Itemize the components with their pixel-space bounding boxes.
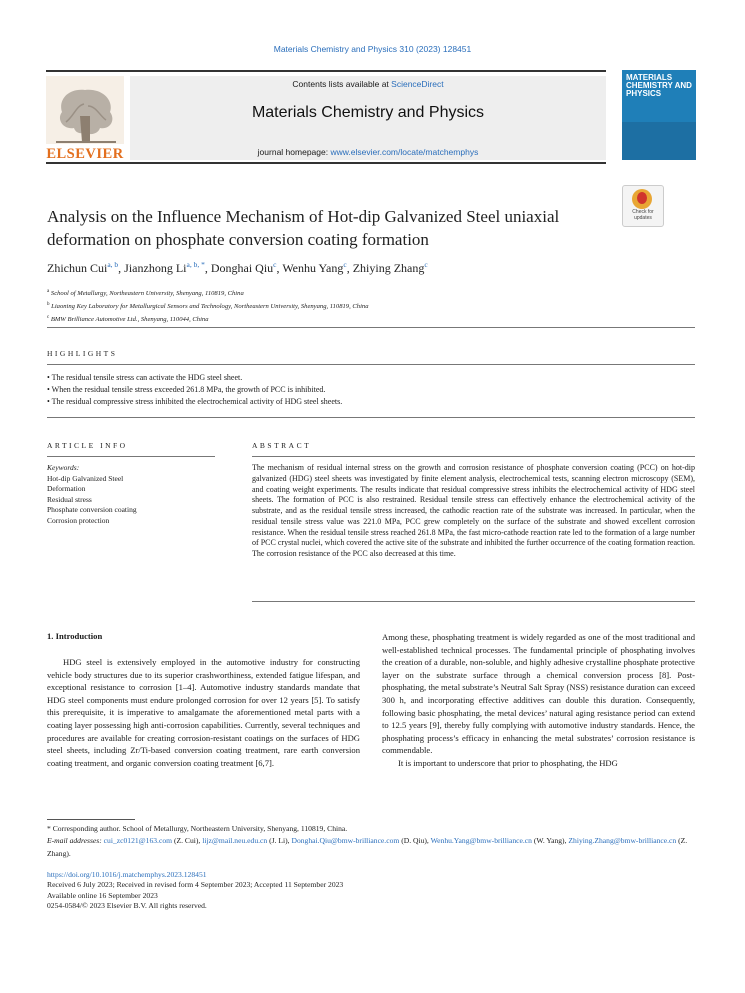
check-updates-icon-inner	[637, 192, 647, 204]
abstract-heading: ABSTRACT	[252, 441, 312, 450]
keyword-item: Deformation	[47, 484, 86, 494]
check-updates-label: Check for updates	[632, 209, 654, 221]
affiliation-item: $^c$ BMW Brilliance Automotive Ltd., Shenyang, 110044, China	[47, 315, 209, 324]
email-link[interactable]: lijz@mail.neu.edu.cn	[202, 836, 268, 846]
abstract-text: The mechanism of residual internal stress on the growth and corrosion resistance of phosphate conversion coating (PCC) on hot-dip galvanized (HDG) steel sheets was investigated by finite element analysis, electrochemical tests, scanning electron microscopy (SEM), and coating weight experiments. The results indicate that residual compressive stress inhibits the electrochemical activity of HDG steel sheets. The formation of PCC is also restrained. Residual tensile stress can effectively enhance the electrochemical activity of the substrate, and as the residual tensile stress increased, the cathodic reaction rate of the substrate was increased. In particular, when the residual tensile stress value was 221.0 MPa, PCC grew completely on the surface of the substrate and showed excellent corrosion resistance. When the residual tensile stress reached 261.8 MPa, the fast micro-cathode reaction rate led to the formation of a large number of PCC crystal nuclei, which covered the active site of the substrate and inhibited the further occurrence of the coating formation reaction. The corrosion resistance of the PCC also decreased at this time.	[252, 463, 695, 558]
section-divider	[252, 601, 695, 602]
body-paragraph: It is important to underscore that prior to phosphating, the HDG	[398, 757, 618, 768]
corresponding-author-note: * Corresponding author. School of Metallurgy, Northeastern University, Shenyang, 110819, China.	[47, 824, 348, 833]
email-addresses: E-mail addresses: cui_zc0121@163.com (Z. Cui), lijz@mail.neu.edu.cn (J. Li), Donghai.Qiu@bmw-brilliance.com (D. Qiu), Wenhu.Yang@bmw-brilliance.cn (W. Yang), Zhiying.Zhang@bmw-brilliance.cn (Z. Zhang).	[47, 836, 688, 858]
section-divider	[47, 456, 215, 457]
cover-title: MATERIALS CHEMISTRY AND PHYSICS	[626, 73, 692, 98]
author-name[interactable]: Donghai Qiu	[210, 261, 274, 275]
received-dates: Received 6 July 2023; Received in revised form 4 September 2023; Accepted 11 September 2023	[47, 880, 344, 890]
header-top-rule	[46, 70, 606, 72]
copyright-line: 0254-0584/© 2023 Elsevier B.V. All rights reserved.	[47, 901, 207, 911]
keyword-item: Hot-dip Galvanized Steel	[47, 473, 124, 483]
email-link[interactable]: Zhiying.Zhang@bmw-brilliance.cn	[568, 836, 677, 846]
section-divider	[252, 456, 695, 457]
body-paragraph: Among these, phosphating treatment is widely regarded as one of the most traditional and well-established technical processes. The fundamental principle of phosphating involves the creation of a durable, non-soluble, and highly adhesive crystalline phosphate protective layer on the substrate surface through a chemical conversion process [8]. Post-phosphating, the metal substrate’s Neutral Salt Spray (NSS) resistance duration can exceed 300 h, and incorporating effective additives can double this duration. Consequently, following basic phosphating, the metal devices’ natural aging resistance period can extend to 12.5 years [9], thereby fully complying with automotive industry standards. Hence, the phosphating process’s efficacy in enhancing the metal substrates’ corrosion resistance is commendable.	[382, 632, 695, 756]
highlight-item: • The residual tensile stress can activate the HDG steel sheet.	[47, 373, 243, 382]
author-name[interactable]: Wenhu Yang	[282, 261, 344, 275]
contents-available-line: Contents lists available at ScienceDirect	[292, 79, 444, 89]
sciencedirect-link[interactable]: ScienceDirect	[391, 79, 444, 89]
author-list: Zhichun Cui$^{a, b}$, Jianzhong $Li^{a, b, *}$, Donghai Qiu$^c$, Wenhu Yang$^c$, Zhiying Zhang$^c$	[47, 260, 428, 275]
affiliation-list	[47, 286, 667, 326]
author-affiliation-mark[interactable]: c	[424, 260, 428, 269]
corresponding-author-footnote	[47, 823, 695, 860]
keyword-item: Residual stress	[47, 494, 92, 504]
author-affiliation-mark[interactable]: c	[343, 260, 347, 269]
introduction-heading: 1. Introduction	[47, 631, 103, 641]
publication-details	[47, 870, 695, 912]
section-divider	[47, 417, 695, 418]
author-affiliation-mark[interactable]: a, b	[107, 260, 119, 269]
journal-title: Materials Chemistry and Physics	[251, 104, 485, 121]
check-for-updates-badge[interactable]	[622, 185, 664, 227]
journal-reference-link[interactable]: Materials Chemistry and Physics 310 (2023) 128451	[273, 44, 472, 54]
doi-link[interactable]: https://doi.org/10.1016/j.matchemphys.2023.128451	[47, 870, 207, 879]
footnote-rule	[47, 819, 135, 820]
author-name[interactable]: Jianzhong Li	[124, 261, 187, 275]
available-online-date: Available online 16 September 2023	[47, 890, 158, 900]
author-name[interactable]: Zhichun Cui	[47, 261, 108, 275]
keyword-item: Corrosion protection	[47, 515, 110, 525]
article-info-heading: ARTICLE INFO	[47, 441, 128, 450]
affiliation-item: $^a$ School of Metallurgy, Northeastern University, Shenyang, 110819, China	[47, 289, 244, 298]
author-affiliation-mark[interactable]: c	[273, 260, 277, 269]
author-name[interactable]: Zhiying Zhang	[352, 261, 425, 275]
author-affiliation-mark[interactable]: a, b, *	[186, 260, 205, 269]
keywords-list	[47, 463, 217, 527]
email-link[interactable]: Donghai.Qiu@bmw-brilliance.com	[291, 836, 400, 846]
keyword-item: Phosphate conversion coating	[47, 505, 137, 515]
affiliation-item: $^b$ Liaoning Key Laboratory for Metallurgical Sensors and Technology, Northeastern University, Shenyang, 110819, China	[47, 302, 369, 311]
email-label: E-mail addresses:	[47, 836, 102, 846]
journal-cover-image[interactable]	[622, 70, 696, 160]
paper-title: Analysis on the Influence Mechanism of Hot-dip Galvanized Steel uniaxial deformation on phosphate conversion coating formation	[47, 207, 560, 249]
email-link[interactable]: Wenhu.Yang@bmw-brilliance.cn	[430, 836, 532, 846]
header-bottom-rule	[46, 162, 606, 164]
section-divider	[47, 364, 695, 365]
introduction-right-column	[382, 631, 695, 770]
introduction-left-column: HDG steel is extensively employed in the automotive industry for constructing vehicle body structures due to its superior crashworthiness, extended fatigue lifespan, and exceptional resistance to corrosion [1–4]. Automotive industry standards mandate that HDG steel components must endure prolonged corrosion for over 12 years [5]. To satisfy this prerequisite, it is imperative to amalgamate the aforementioned metal parts with a coating layer possessing high anti-corrosion capabilities. Currently, several techniques and procedures are available for creating corrosion-resistant coatings on the surfaces of HDG steel sheets, including Zr/Ti-based conversion coating treatment, rare earth conversion coating treatment, and organic conversion coating treatment [6,7].	[47, 657, 360, 768]
keywords-label: Keywords:	[47, 463, 80, 472]
highlight-item: • The residual compressive stress inhibited the electrochemical activity of HDG steel sheets.	[47, 397, 343, 406]
journal-homepage-line: journal homepage: www.elsevier.com/locate/matchemphys	[257, 147, 479, 157]
elsevier-wordmark: ELSEVIER	[46, 146, 124, 162]
cover-strip	[622, 122, 696, 160]
highlights-heading: HIGHLIGHTS	[47, 349, 118, 358]
journal-homepage-link[interactable]: www.elsevier.com/locate/matchemphys	[330, 147, 479, 157]
section-divider	[47, 327, 695, 328]
email-link[interactable]: cui_zc0121@163.com	[103, 836, 173, 846]
highlight-item: • When the residual tensile stress exceeded 261.8 MPa, the growth of PCC is inhibited.	[47, 385, 326, 394]
highlights-list	[47, 372, 695, 408]
